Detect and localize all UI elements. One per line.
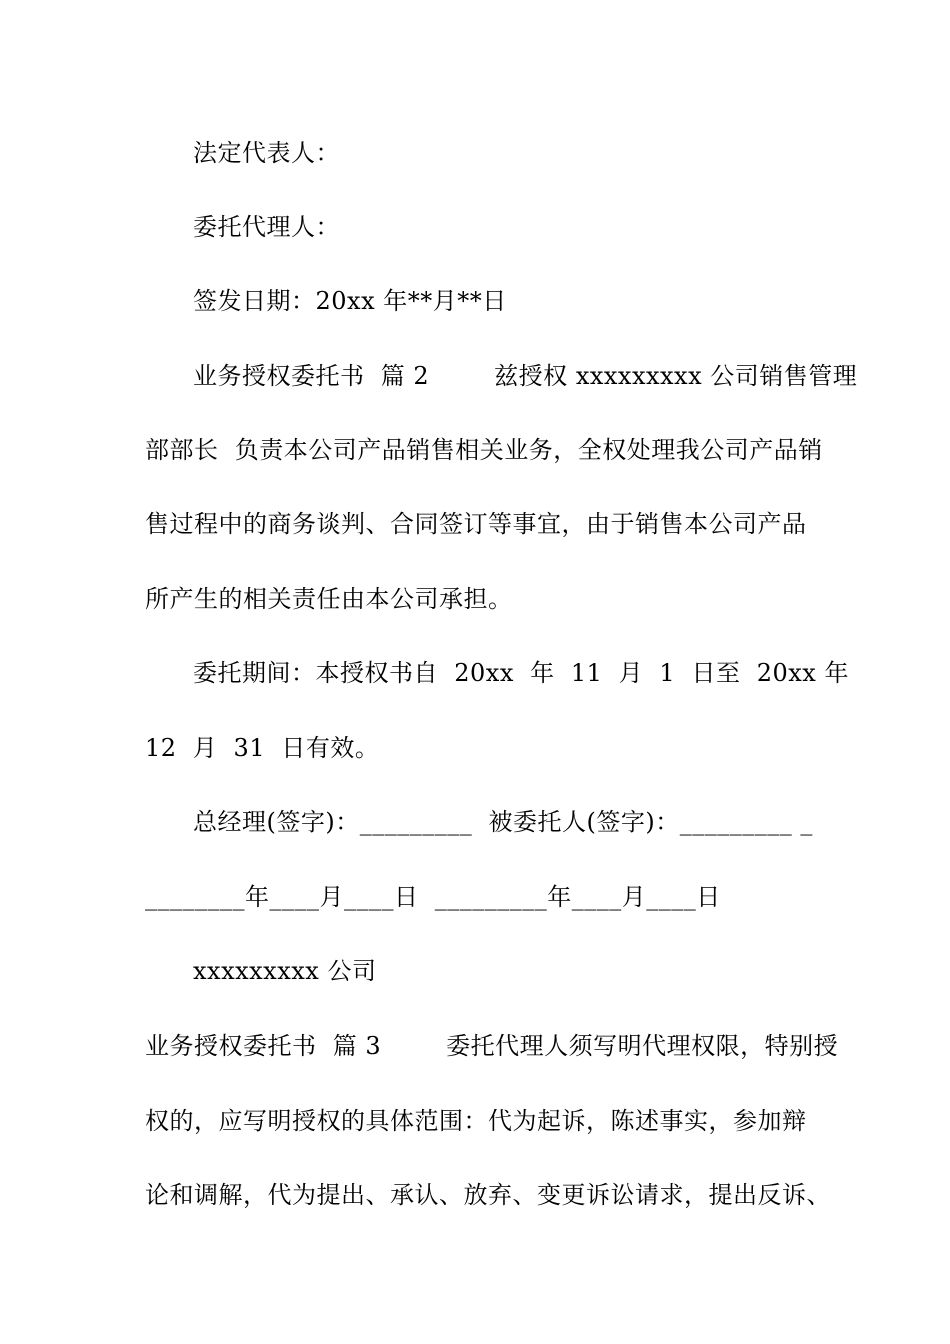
body-text-line: 所产生的相关责任由本公司承担。 [145,585,513,613]
body-text-line: 论和调解，代为提出、承认、放弃、变更诉讼请求，提出反诉、 [145,1181,831,1209]
body-text-line: 部部长 负责本公司产品销售相关业务，全权处理我公司产品销 [145,436,823,464]
signature-date-line: ________年____月____日 _________年____月____日 [145,883,721,911]
body-text-line: 权的，应写明授权的具体范围：代为起诉，陈述事实，参加辩 [145,1107,807,1135]
signature-line: 总经理(签字)：_________ 被委托人(签字)：_________ _ [193,808,813,836]
legal-representative-line: 法定代表人： [193,139,340,167]
term-period-end-line: 12 月 31 日有效。 [145,734,380,762]
section-2-heading-line: 业务授权委托书 篇 2 兹授权 xxxxxxxxx 公司销售管理 [193,362,858,390]
section-3-heading-line: 业务授权委托书 篇 3 委托代理人须写明代理权限，特别授 [145,1032,839,1060]
term-period-line: 委托期间：本授权书自 20xx 年 11 月 1 日至 20xx 年 [193,659,849,687]
body-text-line: 售过程中的商务谈判、合同签订等事宜，由于销售本公司产品 [145,510,807,538]
issue-date-line: 签发日期：20xx 年**月**日 [193,287,507,315]
authorized-agent-line: 委托代理人： [193,213,340,241]
company-name-line: xxxxxxxxx 公司 [193,957,377,985]
